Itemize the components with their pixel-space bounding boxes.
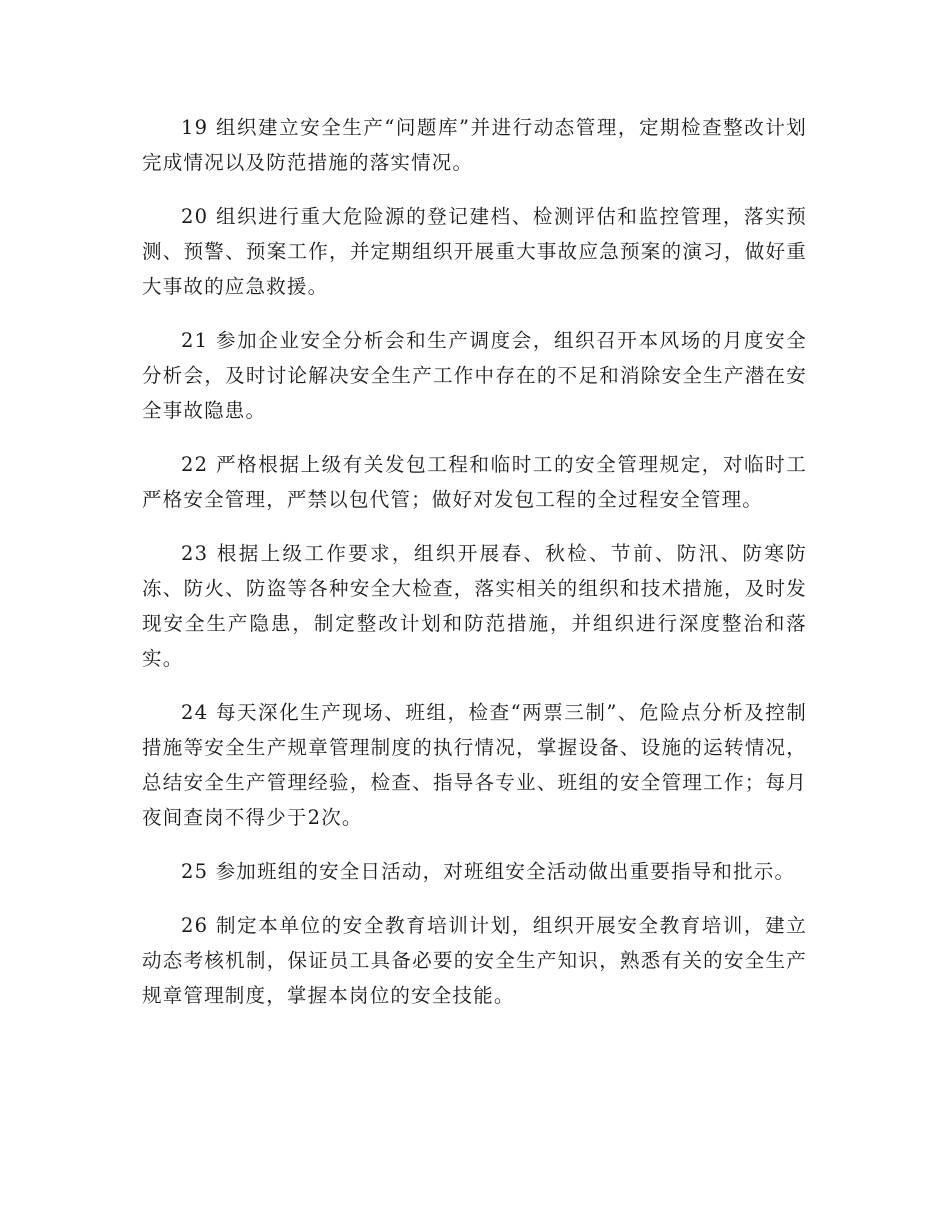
paragraph-21: 21 参加企业安全分析会和生产调度会，组织召开本风场的月度安全分析会，及时讨论解决安全生产工作中存在的不足和消除安全生产潜在安全事故隐患。 [142,329,807,422]
paragraph-25: 25 参加班组的安全日活动，对班组安全活动做出重要指导和批示。 [181,860,796,883]
paragraph-26: 26 制定本单位的安全教育培训计划，组织开展安全教育培训，建立动态考核机制，保证员工具备必要的安全生产知识，熟悉有关的安全生产规章管理制度，掌握本岗位的安全技能。 [142,914,807,1007]
paragraph-23: 23 根据上级工作要求，组织开展春、秋检、节前、防汛、防寒防冻、防火、防盗等各种安全大检查，落实相关的组织和技术措施，及时发现安全生产隐患，制定整改计划和防范措施，并组织进行深度整治和落实。 [142,542,807,670]
paragraph-20: 20 组织进行重大危险源的登记建档、检测评估和监控管理，落实预测、预警、预案工作，并定期组织开展重大事故应急预案的演习，做好重大事故的应急救援。 [142,205,807,298]
paragraph-24: 24 每天深化生产现场、班组，检查“两票三制”、危险点分析及控制措施等安全生产规章管理制度的执行情况，掌握设备、设施的运转情况，总结安全生产管理经验，检查、指导各专业、班组的安全管理工作；每月夜间查岗不得少于2次。 [142,701,807,829]
paragraph-19: 19 组织建立安全生产“问题库”并进行动态管理，定期检查整改计划完成情况以及防范措施的落实情况。 [142,116,807,174]
document-body [142,110,807,1032]
paragraph-22: 22 严格根据上级有关发包工程和临时工的安全管理规定，对临时工严格安全管理，严禁以包代管；做好对发包工程的全过程安全管理。 [142,453,807,511]
